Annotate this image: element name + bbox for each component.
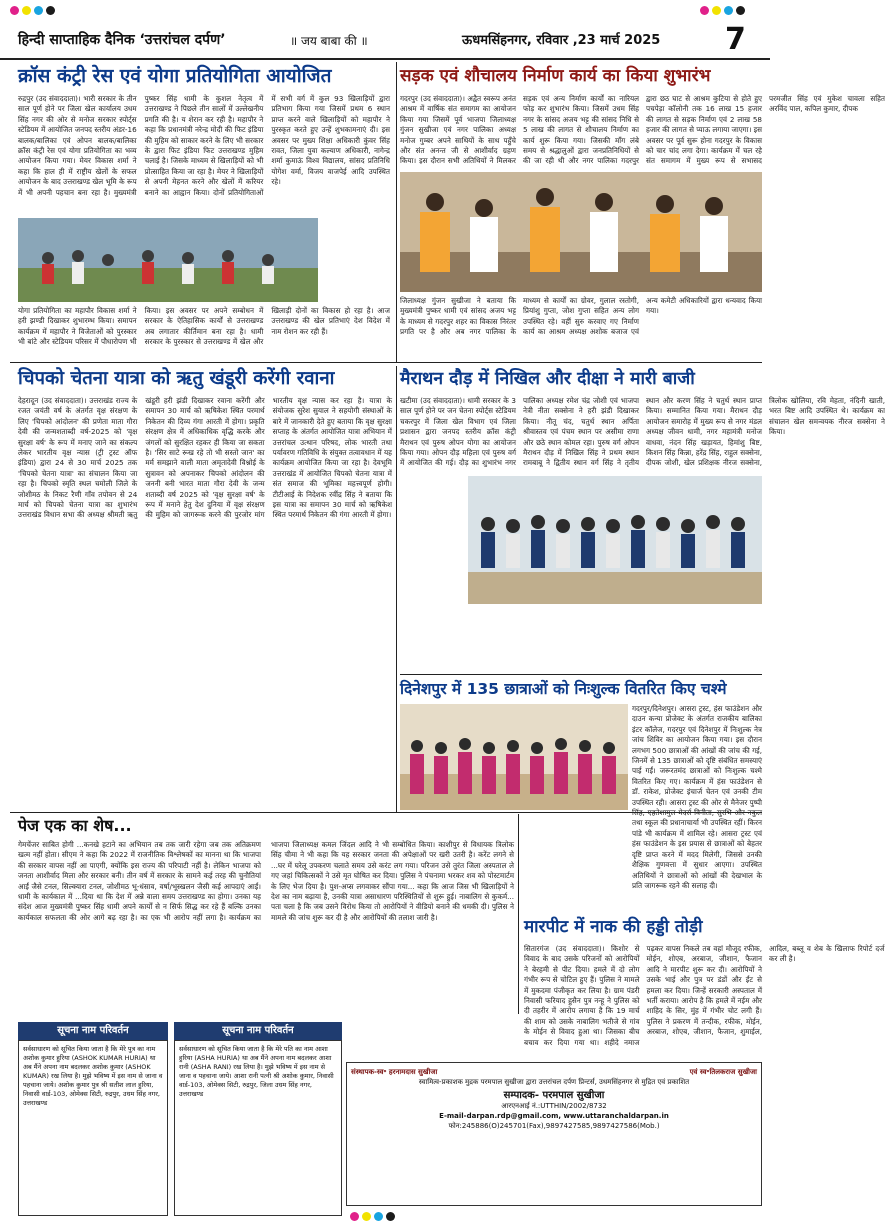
email-website: E-mail-darpan.rdp@gmail.com, www.uttaranchaldarpan.in (439, 1112, 669, 1120)
yellow-dot (22, 6, 31, 15)
founder-line-2: एवं स्व॰तिलकराज सुखीजा (689, 1068, 757, 1076)
page-number: 7 (725, 22, 746, 57)
photo-sadak (400, 172, 762, 292)
notice-name-change-left (18, 1022, 168, 1216)
magenta-dot (700, 6, 709, 15)
article-sadak-body: गदरपुर (उद संवाददाता)। अद्वैत स्वरूप अनंत आश्रम में वार्षिक संत समागम का आयोजन किया गया जिसमें पूर्व भाजपा जिलाध्यक्ष गुंजन सुखीजा एवं नगर पालिका अध्यक्ष मनोज गुम्बर अपने साथियों के साथ पहुँचे और संत अनन्त जी से आशीर्वाद ग्रहण किया। इस दौरान सभी अतिथियों ने मिलकर सड़क एवं अन्य निर्माण कार्यों का नारियल फोड़ कर शुभारंभ किया। जिसमें उधम सिंह नगर के सांसद अजय भट्ट की सांसद निधि से 5 लाख की लागत से शौचालय निर्माण का कार्य शुरू किया गया। जिसकी माँग लंबे समय से श्रद्धालुओं द्वारा जनप्रतिनिधियों से की जा रही थी और नगर पालिका गदरपुर द्वारा छठ घाट से आश्रम कुटिया से होते हुए पचपेड़ा कॉलोनी तक 16 लाख 15 हजार की लागत से सड़क निर्माण एवं 2 लाख 58 हजार की लागत से प्याऊ लगाया जाएगा। इस अवसर पर पूर्व सुरू होना गदरपुर के विकास को चार चांद लगा देगा। कार्यक्रम में चल रहे संत समागम में मुख्य रूप से सभासद परमजीत सिंह एवं मुकेश चावला सहित अरविंद पाल, कपिल कुमार, दीपक (400, 94, 885, 166)
dateline: ऊधमसिंहनगर, रविवार ,23 मार्च 2025 (462, 33, 661, 48)
photo-marathon (468, 476, 762, 604)
masthead (0, 0, 770, 60)
headline-marathon: मैराथन दौड़ में निखिल और दीक्षा ने मारी बाजी (400, 369, 695, 389)
black-dot (386, 1212, 395, 1221)
center-slogan: ॥ जय बाबा की ॥ (290, 34, 368, 48)
founder-line: संस्थापक-स्व॰ हरनामदास सुखीजा (351, 1068, 438, 1076)
article-marathon-continued (400, 606, 762, 672)
column-divider (396, 62, 397, 362)
headline-chashme: दिनेशपुर में 135 छात्राओं को निःशुल्क वितरित किए चश्मे (400, 680, 727, 698)
notice-body: सर्वसाधारण को सूचित किया जाता है कि मेरे पुत्र का नाम अशोक कुमार हुरिया (ASHOK KUMAR HURIA) था अब मैंने अपना नाम बदलकर अशोक कुमार (ASHOK KUMAR) रख लिया है। मुझे भविष्य में इस नाम से जाना व पहचाना जाये। अशोक कुमार पुत्र श्री सतीश लाल हुरिया, निवासी वार्ड-103, ओमेक्स सिटी, रुद्रपुर, उधम सिंह नगर, उत्तराखण्ड (18, 1040, 168, 1216)
notice-body: सर्वसाधारण को सूचित किया जाता है कि मेरे पति का नाम आशा हुरिया (ASHA HURIA) था अब मैंने अपना नाम बदलकर आशा रानी (ASHA RANI) रख लिया है। मुझे भविष्य में इस नाम से जाना व पहचाना जाये। आशा रानी पत्नी श्री अशोक कुमार, निवासी वार्ड-103, ओमेक्स सिटी, रुद्रपुर, जिला उधम सिंह नगर, उत्तराखण्ड (174, 1040, 342, 1216)
yellow-dot (712, 6, 721, 15)
notice-title: सूचना नाम परिवर्तन (18, 1022, 168, 1040)
notice-name-change-right (174, 1022, 342, 1216)
section-divider (10, 362, 762, 363)
yellow-dot (362, 1212, 371, 1221)
column-title: पेज एक का शेष... (18, 816, 132, 835)
section-divider (400, 674, 762, 675)
column-divider (518, 814, 519, 1014)
article-marathon-side (400, 476, 462, 604)
editor-label: सम्पादक- (503, 1090, 540, 1101)
imprint-box (346, 1062, 762, 1206)
cyan-dot (34, 6, 43, 15)
headline-cross-country: क्रॉस कंट्री रेस एवं योगा प्रतियोगिता आयोजित (18, 65, 332, 87)
photo-chashme (400, 704, 628, 810)
article-chashme-body: गदरपुर/दिनेशपुर। आसरा ट्रस्ट, हंस फाउंडेशन और दाउन कन्या प्रोजेक्ट के अंतर्गत राजकीय बालिका इंटर कॉलेज, गदरपुर एवं दिनेशपुर में निःशुल्क नेत्र जांच शिविर का आयोजन किया गया। इस दौरान लगभग 500 छात्राओं की आंखों की जांच की गई, जिनमें से 135 छात्राओं को दृष्टि संबंधित समस्याएं पाई गईं। जरूरतमंद छात्राओं को निःशुल्क चश्मे वितरित किए गए। कार्यक्रम में हंस फाउंडेशन से डॉ. राकेश, प्रोजेक्ट इंचार्ज चेतन एवं उनकी टीम उपस्थित रही। आसरा ट्रस्ट की ओर से मैनेजर पुष्पी तथा स्कूल की प्रधानाचार्या भी उपस्थित रहीं। किरन पांडे भी कार्यक्रम में शामिल रहे। आसरा ट्रस्ट एवं हंस फाउंडेशन के इस प्रयास से छात्राओं को बेहतर दृष्टि प्राप्त करने में मदद मिलेगी, जिससे उनकी शैक्षिक गुणवत्ता में सुधार आएगा। उपस्थित अतिथियों ने छात्राओं को आंखों की देखभाल के प्रति जागरूक रहने की सलाह दी। (632, 704, 762, 890)
headline-sadak: सड़क एवं शौचालय निर्माण कार्य का किया शुभारंभ (400, 66, 711, 86)
photo-cross-country (18, 218, 318, 302)
article-cross-country-body: रुद्रपुर (उद संवाददाता)। भारी सरकार के तीन साल पूर्ण होने पर जिला खेल कार्यालय उधम सिंह नगर की ओर से मनोज सरकार स्पोर्ट्स स्टेडियम में आयोजित जनपद स्तरीय अंडर-16 बालक/बालिका एवं ओपन बालक/बालिका क्रॉस कंट्री रेस एवं योगा प्रतियोगिता का भव्य आयोजन किया गया। मेयर विकास शर्मा ने कहा कि हाल ही में राष्ट्रीय खेलों के सफल आयोजन के बाद उत्तराखण्ड खेल भूमि के रूप में भी अपनी पहचान बना रहा है। मुख्यमंत्री पुष्कर सिंह धामी के कुशल नेतृत्व में उत्तराखण्ड ने पिछले तीन सालों में उल्लेखनीय प्रगति की है। य शेरान कर रही है। महापौर ने कहा कि प्रधानमंत्री नरेन्द्र मोदी की फिट इंडिया की मुहिम को साकार करने के लिए भी सरकार के द्वारा फिट इंडिया फिट उत्तराखण्ड मुहिम चलाई है। जिसके माध्यम से खिलाड़ियों को भी प्रोत्साहित किया जा रहा है। मेयर ने खिलाड़ियों से अपनी मेहनत करने और खेलों में करियर बनाने का आह्वान किया। दोनों प्रतियोगिताओं में सभी वर्ग में कुल 93 खिलाड़ियों द्वारा प्रतिभाग किया गया जिसमें प्रथम 6 स्थान प्राप्त करने वाले खिलाड़ियों को महापौर ने पुरस्कृत करते हुए उन्हें शुभकामनाएं दी। इस अवसर पर मुख्य शिक्षा अधिकारी कुंवर सिंह रावत, जिला युवा कल्याण अधिकारी, नागेन्द्र शर्मा कुमाऊं विश्व विद्यालय, सांसद प्रतिनिधि योगेश वर्मा, विजय वाजपेई आदि उपस्थित रहे। (18, 94, 390, 197)
headline-marpeet: मारपीट में नाक की हड्डी तोड़ी (524, 917, 703, 937)
editor-name: परमपाल सुखीजा (542, 1090, 605, 1101)
rni-number: आरएनआई नं.:UTTHIN/2002/8732 (501, 1102, 607, 1110)
magenta-dot (350, 1212, 359, 1221)
magenta-dot (10, 6, 19, 15)
column-divider (396, 366, 397, 812)
color-dots-right (700, 6, 745, 15)
ownership-line: स्वामित्व-प्रकाशक मुद्रक परमपाल सुखीजा द्वारा उत्तरांचल दर्पण प्रिन्टर्स, उधमसिंहनगर से मुद्रित एवं प्रकाशित (418, 1078, 690, 1086)
black-dot (46, 6, 55, 15)
column-body: गेमचेंजर साबित होगी ...कनखे हटाने का अभियान तब तक जारी रहेगा जब तक अतिक्रमण खत्म नहीं होता। सीएम ने कहा कि 2022 में राजनीतिक विश्लेषकों का मानना था कि भाजपा की सरकार वापस नहीं आ पाएगी, क्योंकि इस राज्य की परिपाटी नहीं है। लेकिन भाजपा को जनता आशीर्वाद मिला और सरकार बनी। तीन वर्ष में सरकार के सामने कई तरह की चुनौतियां आईं जैसे टनल, सिल्क्यारा टनल, जोशीमठ भू-धंसाव, वर्षा/भूस्खलन जैसी कई आपदाएं आईं। धामी के कार्यकाल में ...दिया था कि देश में अन्ने वाला समय उत्तराखण्ड का होगा। उनका यह संदेश आज मुख्यमंत्री पुष्कर सिंह धामी अपने कार्यों से न सिर्फ सिद्ध कर रहे हैं बल्कि उनका कार्यकाल सफलता की ओर आगे बढ़ रहा है। का एक भी आरोप नहीं लगा है। कार्यक्रम का भाजपा जिलाध्यक्ष कमल जिंदल आदि ने भी सम्बोधित किया। काशीपुर से विधायक त्रिलोक सिंह चीमा ने भी कहा कि यह सरकार जनता की अपेक्षाओं पर खरी उतरी है। करेंट लगने से ...घर में घरेलू उपकरण चलाते समय उसे करंट लग गया। परिजन उसे तुरंत जिला अस्पताल ले गए जहां चिकित्सकों ने उसे मृत घोषित कर दिया। पुलिस ने पंचनामा भरकर शव को पोस्टमार्टम के लिए भेज दिया है। पुश-अप्स लगवाकर सौंपा गया... कहा कि आज जिस भी खिलाड़ियों ने देश का नाम बढ़ाया है, उनकी यात्रा असाधारण परिस्थितियों से शुरू हुई। नाबालिग से कुकर्म... पता चला है कि जब उसने विरोध किया तो आरोपियों ने वीडियो बनाने की धमकी दी। पुलिस ने मामले की जांच शुरू कर दी है और आरोपियों की तलाश जारी है। (18, 840, 514, 922)
black-dot (736, 6, 745, 15)
color-dots-footer (350, 1212, 395, 1221)
article-chipko-body: देहरादून (उद संवाददाता)। उत्तराखंड राज्य के रजत जयंती वर्ष के अंतर्गत वृक्ष संरक्षण के लिए 'चिपको आंदोलन' की प्रणेता माता गौरा देवी की जन्मशताब्दी वर्ष-2025 को 'वृक्ष सुरक्षा वर्ष' के रूप में मनाए जाने का संकल्प लेकर भारतीय वृक्ष न्यास (ट्री ट्रस्ट ऑफ इंडिया) द्वारा 24 से 30 मार्च 2025 तक 'चिपको चेतना यात्रा' का संचालन किया जा रहा है। चिपको स्मृति स्थल चमोली जिले के जोशीमठ के निकट रैणी गाँव तपोवन से 24 मार्च को चिपको चेतना यात्रा का शुभारंभ उत्तराखंड विधान सभा की अध्यक्ष श्रीमती ऋतु खंडूरी हरी झंडी दिखाकर रवाना करेंगी और समापन 30 मार्च को ऋषिकेश स्थित परमार्थ निकेतन की दिव्य गंगा आरती में होगा। प्रकृति संरक्षण क्षेत्र में अधिकाधिक वृद्धि करके और जंगलों को सुरक्षित रहकर ही किया जा सकता है। 'सिर साटे रूख रहे तो भी सस्तो जान' का मर्म समझाने वाली माता अमृतादेवी विश्नोई के सुत्रावन को अपनाकर चिपको आंदोलन की जननी बनी भारत माता गौरा देवी के जन्म शताब्दी वर्ष 2025 को 'वृक्ष सुरक्षा वर्ष' के रूप में मनाने हेतु देश दुनिया में वृक्ष संरक्षण की मुहिम को जागरूक करने की पुरजोर मांग भारतीय वृक्ष न्यास कर रहा है। यात्रा के संयोजक सुरेश सुयाल ने सहयोगी संस्थाओं के बारे में जानकारी देते हुए बताया कि वृक्ष सुरक्षा सप्ताह के अंतर्गत आयोजित यात्रा अभियान में उत्तरांचल उत्थान परिषद, लोक भारती तथा पर्यावरण गतिविधि के संयुक्त तत्वावधान में यह कार्यक्रम आयोजित किया जा रहा है। देवभूमि उत्तराखंड में आयोजित चिपको चेतना यात्रा में संत समाज की भूमिका महत्त्वपूर्ण होगी। टीटीआई के निदेशक रवींद्र सिंह ने बताया कि इस यात्रा का समापन 30 मार्च को ऋषिकेश स्थित परमार्थ निकेतन की गंगा आरती में होगा। (18, 396, 392, 520)
phone-numbers: फोन:245886(O)245701(Fax),9897427585,9897427586(Mob.) (448, 1122, 660, 1130)
article-marathon-body: खटीमा (उद संवाददाता)। धामी सरकार के 3 साल पूर्ण होने पर जन चेतना स्पोर्ट्स स्टेडियम चकरपुर में जिला खेल विभाग एवं जिला प्रशासन द्वारा जनपद स्तरीय क्रॉस कंट्री मैराथन एवं पुरुष ओपन योगा का आयोजन किया गया। ओपन दौड़ महिला एवं पुरुष वर्ग में आयोजित की गई। दौड़ का शुभारंभ नगर पालिका अध्यक्ष रमेश चंद्र जोशी एवं भाजपा नेत्री नीता सक्सेना ने हरी झंडी दिखाकर किया। नीतू चंद, चतुर्थ स्थान अर्पिता श्रीवास्तव एवं पंचम स्थान पर असीमा राणा और छठे स्थान कोमल रहा। पुरुष वर्ग ओपन मैराथन दौड़ में निखिल सिंह ने प्रथम स्थान रामबाबू ने द्वितीय स्थान वर्ग सिंह ने तृतीय स्थान और करण सिंह ने चतुर्थ स्थान प्राप्त किया। सम्मानित किया गया। मैराथन दौड़ आयोजन समारोह में मुख्य रूप से नगर मंडल अध्यक्ष जीवन धामी, नगर महामंत्री मनोज वाधवा, नंदन सिंह खड़ायत, हिमांशु बिष्ट, किशन सिंह किन्ना, हरेंद्र सिंह, राहुल सक्सेना, दीपक जोशी, खेल प्रशिक्षक नीरज सक्सेना, त्रिलोक खोलिया, रवि मेहता, नंदिनी खाती, भरत बिष्ट आदि उपस्थित थे। कार्यक्रम का संचालन खेल समन्वयक नीरज सक्सेना ने किया। (400, 396, 885, 468)
paper-name: हिन्दी साप्ताहिक दैनिक ‘उत्तरांचल दर्पण’ (18, 32, 226, 48)
cyan-dot (724, 6, 733, 15)
article-marpeet-body: सितारगंज (उद संवाददाता)। किशोर से विवाद के बाद उसके परिजनों को आरोपियों ने बेरहमी से पीट दिया। हमले में दो लोग गंभीर रूप से चोटिल हुए हैं। पुलिस ने मामले में मुकदमा पंजीकृत कर लिया है। ग्राम पंडरी निवासी फरियाद हुसैन पुत्र नन्हू ने पुलिस को दी तहरीर में आरोप लगाया है कि 19 मार्च की शाम को उसके नाबालिग भतीजे से गांव के मोईन से विवाद हुआ था। जिसका बीच बचाव कर दिया गया था। शहीदे नमाज पढ़कर वापस निकले तब वहां मौजूद रफीक, मोईन, शोएब, अरबाज, जीशान, फैजान आदि ने मारपीट शुरू कर दी। आरोपियों ने उसके भाई और पुत्र पर डंडों और ईंट से हमला कर दिया। जिन्हें सरकारी अस्पताल में भर्ती कराया। आरोप है कि हमले में नईम और शाहिद के सिर, मुंह में गंभीर चोट लगी हैं। पुलिस ने प्रकरण में तन्दीक, रफीक, मोईन, अरबाज, शोएब, जीशान, फैजान, शुमाईल, आदिल, बब्लू व शेब के खिलाफ रिपोर्ट दर्ज कर ली है। (524, 944, 885, 1047)
section-divider (10, 812, 762, 813)
color-dots-left (10, 6, 55, 15)
notice-title: सूचना नाम परिवर्तन (174, 1022, 342, 1040)
headline-chipko: चिपको चेतना यात्रा को ऋतु खंडूरी करेंगी रवाना (18, 368, 335, 389)
cyan-dot (374, 1212, 383, 1221)
caption-cross-country: योगा प्रतियोगिता का महापौर विकास शर्मा ने हरी झण्डी दिखाकर शुभारम्भ किया। समापन कार्यक्रम में महापौर ने विजेताओं को पुरस्कार भी बांटे और स्टेडियम परिसर में पौधारोपण भी किया। इस अवसर पर अपने सम्बोधन में सरकार के ऐतिहासिक कार्यों से उत्तराखण्ड अब लगातार कीर्तिमान बना रहा है। धामी सरकार के पुरस्कार से उत्तराखण्ड में खेल और खिलाड़ी दोनों का विकास हो रहा है। आज उत्तराखण्ड की खेल प्रतिभाएं देश विदेश में नाम रोशन कर रही हैं। (18, 306, 390, 347)
caption-sadak: जिलाध्यक्ष गुंजन सुखीजा ने बताया कि मुख्यमंत्री पुष्कर धामी एवं सांसद अजय भट्ट के माध्यम से गदरपुर शहर का विकास निरंतर प्रगति पर है और अब नगर पालिका के माध्यम से कार्यों का ग्रोवर, गुलाल रस्तोगी, प्रियांशु गुप्ता, जोश गुप्ता सहित अन्य लोग उपस्थित रहे। वहीं सुरु करवाए गए निर्माण कार्य का आश्रम अध्यक्ष अशोक बजाज एवं अन्य कमेटी अधिकारियों द्वारा धन्यवाद किया गया। (400, 296, 762, 337)
